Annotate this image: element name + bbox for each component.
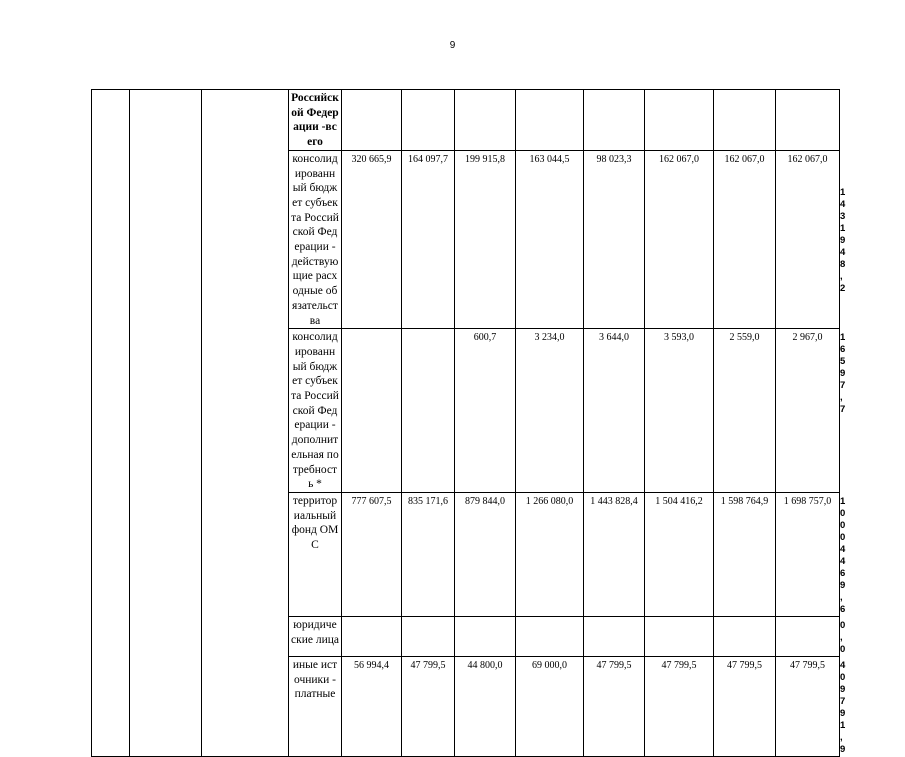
value-cell: 47 799,5 — [402, 656, 455, 756]
value-cell — [714, 90, 776, 151]
value-cell — [776, 616, 840, 656]
blank-cell — [92, 90, 130, 757]
value-cell: 162 067,0 — [645, 150, 714, 328]
value-cell: 162 067,0 — [714, 150, 776, 328]
page-number: 9 — [449, 40, 456, 51]
value-cell — [516, 616, 584, 656]
value-cell — [516, 90, 584, 151]
value-cell: 879 844,0 — [455, 492, 516, 616]
value-cell — [342, 90, 402, 151]
value-cell: 3 593,0 — [645, 329, 714, 493]
value-cell: 164 097,7 — [402, 150, 455, 328]
value-cell — [776, 90, 840, 151]
value-cell: 835 171,6 — [402, 492, 455, 616]
value-cell: 1 443 828,4 — [584, 492, 645, 616]
value-cell: 47 799,5 — [645, 656, 714, 756]
value-cell — [402, 329, 455, 493]
source-cell: Российской Федерации -всего — [289, 90, 342, 151]
value-cell: 777 607,5 — [342, 492, 402, 616]
table-row: консолидированный бюджет субъекта Российской Федерации - действующие расходные обязательства 320 665,9 164 097,7 199 915,8 163 044,5 98 023,3 162 067,0 162 067,0 162 067,0 1 431 948,2 — [92, 150, 840, 328]
value-cell — [402, 616, 455, 656]
value-cell — [402, 90, 455, 151]
value-cell — [342, 616, 402, 656]
table-row: юридические лица 0,0 — [92, 616, 840, 656]
value-cell: 162 067,0 — [776, 150, 840, 328]
value-cell — [645, 90, 714, 151]
value-cell: 163 044,5 — [516, 150, 584, 328]
table-row: консолидированный бюджет субъекта Российской Федерации - дополнительная потребность * 600,7 3 234,0 3 644,0 3 593,0 2 559,0 2 967,0 16 597,7 — [92, 329, 840, 493]
value-cell: 47 799,5 — [776, 656, 840, 756]
table-row — [92, 90, 840, 151]
value-cell — [455, 616, 516, 656]
budget-table — [91, 89, 846, 757]
blank-cell — [202, 90, 289, 757]
value-cell: 2 559,0 — [714, 329, 776, 493]
value-cell — [584, 90, 645, 151]
value-cell: 56 994,4 — [342, 656, 402, 756]
value-cell: 1 504 416,2 — [645, 492, 714, 616]
source-cell: юридические лица — [289, 616, 342, 656]
value-cell — [584, 616, 645, 656]
value-cell: 1 266 080,0 — [516, 492, 584, 616]
source-cell: консолидированный бюджет субъекта Российской Федерации - дополнительная потребность * — [289, 329, 342, 493]
table-row: иные источники - платные 56 994,4 47 799,5 44 800,0 69 000,0 47 799,5 47 799,5 47 799,5 47 799,5 409 791,9 — [92, 656, 840, 756]
value-cell — [645, 616, 714, 656]
value-cell: 2 967,0 — [776, 329, 840, 493]
source-cell: консолидированный бюджет субъекта Российской Федерации - действующие расходные обязательства — [289, 150, 342, 328]
blank-cell — [130, 90, 202, 757]
value-cell: 3 234,0 — [516, 329, 584, 493]
value-cell: 98 023,3 — [584, 150, 645, 328]
value-cell: 69 000,0 — [516, 656, 584, 756]
value-cell — [714, 616, 776, 656]
value-cell: 199 915,8 — [455, 150, 516, 328]
value-cell: 320 665,9 — [342, 150, 402, 328]
source-cell: территориальный фонд ОМС — [289, 492, 342, 616]
value-cell — [455, 90, 516, 151]
value-cell — [342, 329, 402, 493]
value-cell: 47 799,5 — [714, 656, 776, 756]
source-cell: иные источники - платные — [289, 656, 342, 756]
value-cell: 47 799,5 — [584, 656, 645, 756]
table-row: территориальный фонд ОМС 777 607,5 835 171,6 879 844,0 1 266 080,0 1 443 828,4 1 504 416,2 1 598 764,9 1 698 757,0 10 004 469,6 — [92, 492, 840, 616]
value-cell: 3 644,0 — [584, 329, 645, 493]
value-cell: 1 598 764,9 — [714, 492, 776, 616]
value-cell: 44 800,0 — [455, 656, 516, 756]
value-cell: 600,7 — [455, 329, 516, 493]
value-cell: 1 698 757,0 — [776, 492, 840, 616]
